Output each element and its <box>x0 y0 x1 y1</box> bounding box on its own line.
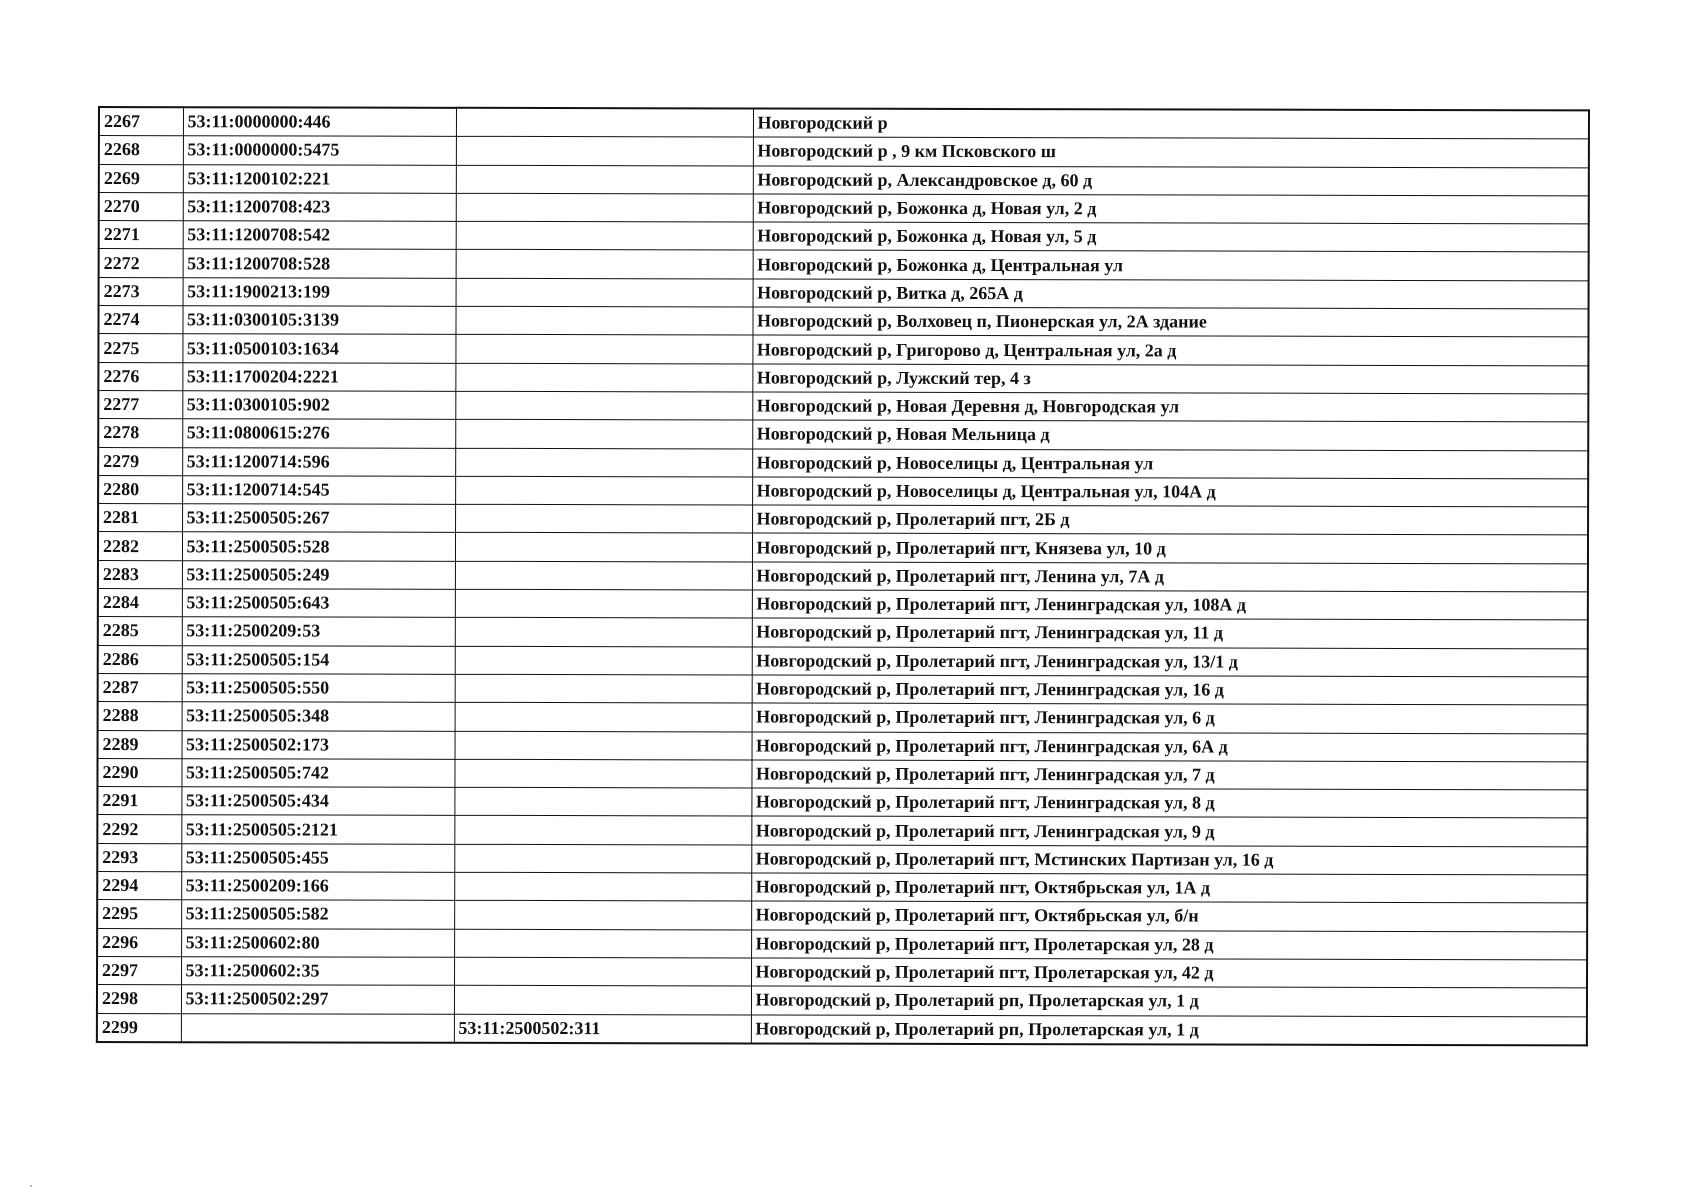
address-cell: Новгородский р, Пролетарий пгт, Ленинградская ул, 11 д <box>752 618 1588 648</box>
table-row <box>97 787 1587 819</box>
address-cell: Новгородский р, Григорово д, Центральная ул, 2а д <box>752 335 1588 365</box>
address-cell: Новгородский р, Пролетарий пгт, Ленинградская ул, 6 д <box>752 703 1588 733</box>
row-number-cell: 2279 <box>98 447 182 475</box>
row-number-cell: 2268 <box>99 136 183 164</box>
address-cell: Новгородский р, Пролетарий пгт, Октябрьская ул, б/н <box>751 901 1587 931</box>
cadastral-number-cell: 53:11:2500602:80 <box>181 928 454 957</box>
table-row <box>97 843 1587 875</box>
address-cell: Новгородский р, Пролетарий пгт, Мстинских Партизан ул, 16 д <box>751 845 1587 875</box>
row-number-cell: 2278 <box>98 419 182 447</box>
cadastral-number-cell: 53:11:1200714:596 <box>182 447 455 476</box>
row-number-cell: 2290 <box>97 758 181 786</box>
table-row <box>99 249 1589 281</box>
row-number-cell: 2298 <box>97 985 181 1013</box>
additional-number-cell <box>455 420 752 449</box>
address-cell: Новгородский р, Божонка д, Новая ул, 5 д <box>753 222 1589 252</box>
row-number-cell: 2282 <box>98 532 182 560</box>
row-number-cell: 2295 <box>97 900 181 928</box>
address-cell: Новгородский р, Пролетарий пгт, Ленинградская ул, 9 д <box>751 816 1587 846</box>
additional-number-cell <box>455 646 752 675</box>
address-cell: Новгородский р, Пролетарий пгт, Ленинградская ул, 16 д <box>752 675 1588 705</box>
additional-number-cell <box>455 618 752 647</box>
cadastral-number-cell: 53:11:2500502:173 <box>182 730 455 759</box>
row-number-cell: 2274 <box>98 306 182 334</box>
table-row <box>99 192 1589 224</box>
additional-number-cell <box>455 674 752 703</box>
row-number-cell: 2272 <box>99 249 183 277</box>
address-cell: Новгородский р, Пролетарий пгт, Ленинградская ул, 7 д <box>751 760 1587 790</box>
table-row <box>99 107 1589 139</box>
additional-number-cell <box>456 108 753 137</box>
additional-number-cell <box>456 278 753 307</box>
address-cell: Новгородский р, Пролетарий рп, Пролетарская ул, 1 д <box>751 1014 1587 1045</box>
row-number-cell: 2275 <box>98 334 182 362</box>
cadastral-number-cell: 53:11:1200708:423 <box>183 193 456 222</box>
cadastral-number-cell: 53:11:2500505:550 <box>182 674 455 703</box>
row-number-cell: 2291 <box>97 787 181 815</box>
table-row <box>99 277 1589 309</box>
cadastral-number-cell <box>181 1013 454 1042</box>
registry-table-body <box>97 107 1589 1045</box>
additional-number-cell <box>454 872 751 901</box>
row-number-cell: 2276 <box>98 362 182 390</box>
additional-number-cell <box>454 957 751 986</box>
row-number-cell: 2281 <box>98 504 182 532</box>
address-cell: Новгородский р, Александровское д, 60 д <box>753 166 1589 196</box>
additional-number-cell <box>455 363 752 392</box>
scan-speck <box>30 1185 32 1187</box>
table-row <box>97 815 1587 847</box>
cadastral-number-cell: 53:11:2500505:455 <box>181 843 454 872</box>
cadastral-number-cell: 53:11:1200714:545 <box>182 476 455 505</box>
table-row <box>98 475 1588 507</box>
additional-number-cell <box>454 759 751 788</box>
table-row <box>97 758 1587 790</box>
additional-number-cell <box>454 986 751 1015</box>
additional-number-cell <box>455 533 752 562</box>
table-row <box>98 673 1588 705</box>
address-cell: Новгородский р, Пролетарий пгт, Пролетарская ул, 42 д <box>751 958 1587 988</box>
table-row <box>97 900 1587 932</box>
address-cell: Новгородский р, Новоселицы д, Центральная ул, 104А д <box>752 477 1588 507</box>
cadastral-number-cell: 53:11:0000000:446 <box>183 107 456 136</box>
additional-number-cell <box>455 335 752 364</box>
table-row <box>97 872 1587 904</box>
cadastral-number-cell: 53:11:2500505:582 <box>181 900 454 929</box>
table-row <box>98 390 1588 422</box>
table-row <box>98 504 1588 536</box>
cadastral-number-cell: 53:11:2500505:249 <box>182 560 455 589</box>
address-cell: Новгородский р, Божонка д, Центральная ул <box>753 250 1589 280</box>
address-cell: Новгородский р, Новоселицы д, Центральная ул <box>752 449 1588 479</box>
additional-number-cell <box>455 589 752 618</box>
table-row <box>98 447 1588 479</box>
additional-number-cell <box>454 816 751 845</box>
row-number-cell: 2296 <box>97 928 181 956</box>
row-number-cell: 2267 <box>99 107 183 136</box>
table-row <box>97 956 1587 988</box>
cadastral-number-cell: 53:11:0300105:902 <box>182 391 455 420</box>
additional-number-cell <box>455 391 752 420</box>
row-number-cell: 2289 <box>98 730 182 758</box>
row-number-cell: 2280 <box>98 475 182 503</box>
row-number-cell: 2283 <box>98 560 182 588</box>
additional-number-cell <box>455 561 752 590</box>
table-row <box>98 334 1588 366</box>
table-row <box>97 985 1587 1017</box>
table-row <box>98 589 1588 621</box>
additional-number-cell <box>454 844 751 873</box>
cadastral-number-cell: 53:11:0000000:5475 <box>183 136 456 165</box>
row-number-cell: 2297 <box>97 956 181 984</box>
address-cell: Новгородский р, Пролетарий пгт, Ленинградская ул, 108А д <box>752 590 1588 620</box>
row-number-cell: 2288 <box>98 702 182 730</box>
additional-number-cell: 53:11:2500502:311 <box>454 1014 751 1043</box>
cadastral-number-cell: 53:11:1200708:528 <box>183 249 456 278</box>
cadastral-number-cell: 53:11:0800615:276 <box>182 419 455 448</box>
address-cell: Новгородский р , 9 км Псковского ш <box>753 137 1589 167</box>
additional-number-cell <box>456 221 753 250</box>
table-row <box>98 419 1588 451</box>
cadastral-number-cell: 53:11:1900213:199 <box>183 277 456 306</box>
table-row <box>98 645 1588 677</box>
address-cell: Новгородский р, Пролетарий пгт, Ленина ул, 7А д <box>752 562 1588 592</box>
table-row <box>99 164 1589 196</box>
cadastral-number-cell: 53:11:2500505:528 <box>182 532 455 561</box>
cadastral-number-cell: 53:11:2500505:742 <box>181 759 454 788</box>
cadastral-number-cell: 53:11:2500602:35 <box>181 957 454 986</box>
additional-number-cell <box>455 306 752 335</box>
table-row <box>98 702 1588 734</box>
row-number-cell: 2284 <box>98 589 182 617</box>
address-cell: Новгородский р, Лужский тер, 4 з <box>752 364 1588 394</box>
additional-number-cell <box>456 165 753 194</box>
cadastral-number-cell: 53:11:1200708:542 <box>183 221 456 250</box>
row-number-cell: 2287 <box>98 673 182 701</box>
address-cell: Новгородский р, Пролетарий пгт, Пролетарская ул, 28 д <box>751 930 1587 960</box>
row-number-cell: 2299 <box>97 1013 181 1042</box>
additional-number-cell <box>455 476 752 505</box>
cadastral-number-cell: 53:11:2500505:643 <box>182 589 455 618</box>
row-number-cell: 2277 <box>98 390 182 418</box>
additional-number-cell <box>455 448 752 477</box>
cadastral-number-cell: 53:11:2500209:53 <box>182 617 455 646</box>
address-cell: Новгородский р <box>753 108 1589 139</box>
table-row <box>98 560 1588 592</box>
additional-number-cell <box>456 193 753 222</box>
row-number-cell: 2273 <box>99 277 183 305</box>
additional-number-cell <box>454 787 751 816</box>
table-row <box>98 532 1588 564</box>
address-cell: Новгородский р, Новая Мельница д <box>752 420 1588 450</box>
table-row <box>97 1013 1587 1045</box>
row-number-cell: 2292 <box>97 815 181 843</box>
cadastral-number-cell: 53:11:2500502:297 <box>181 985 454 1014</box>
address-cell: Новгородский р, Витка д, 265А д <box>753 279 1589 309</box>
address-cell: Новгородский р, Волховец п, Пионерская ул, 2А здание <box>752 307 1588 337</box>
row-number-cell: 2285 <box>98 617 182 645</box>
row-number-cell: 2270 <box>99 192 183 220</box>
address-cell: Новгородский р, Пролетарий пгт, Князева ул, 10 д <box>752 533 1588 563</box>
additional-number-cell <box>455 504 752 533</box>
cadastral-number-cell: 53:11:2500505:348 <box>182 702 455 731</box>
table-row <box>98 730 1588 762</box>
cadastral-number-cell: 53:11:2500505:434 <box>181 787 454 816</box>
table-row <box>98 362 1588 394</box>
additional-number-cell <box>455 731 752 760</box>
additional-number-cell <box>455 703 752 732</box>
address-cell: Новгородский р, Пролетарий пгт, Ленинградская ул, 8 д <box>751 788 1587 818</box>
cadastral-number-cell: 53:11:1200102:221 <box>183 164 456 193</box>
table-row <box>99 221 1589 253</box>
address-cell: Новгородский р, Пролетарий пгт, Ленинградская ул, 6А д <box>752 732 1588 762</box>
address-cell: Новгородский р, Пролетарий пгт, Ленинградская ул, 13/1 д <box>752 647 1588 677</box>
address-cell: Новгородский р, Новая Деревня д, Новгородская ул <box>752 392 1588 422</box>
additional-number-cell <box>456 137 753 166</box>
table-row <box>98 617 1588 649</box>
cadastral-number-cell: 53:11:0300105:3139 <box>182 306 455 335</box>
table-row <box>97 928 1587 960</box>
cadastral-number-cell: 53:11:2500209:166 <box>181 872 454 901</box>
address-cell: Новгородский р, Пролетарий пгт, Октябрьская ул, 1А д <box>751 873 1587 903</box>
row-number-cell: 2294 <box>97 872 181 900</box>
cadastral-number-cell: 53:11:0500103:1634 <box>182 334 455 363</box>
address-cell: Новгородский р, Пролетарий рп, Пролетарская ул, 1 д <box>751 986 1587 1016</box>
additional-number-cell <box>454 929 751 958</box>
cadastral-number-cell: 53:11:2500505:154 <box>182 645 455 674</box>
cadastral-number-cell: 53:11:1700204:2221 <box>182 362 455 391</box>
table-row <box>98 306 1588 338</box>
row-number-cell: 2269 <box>99 164 183 192</box>
row-number-cell: 2271 <box>99 221 183 249</box>
cadastral-number-cell: 53:11:2500505:267 <box>182 504 455 533</box>
registry-table <box>96 106 1590 1046</box>
address-cell: Новгородский р, Божонка д, Новая ул, 2 д <box>753 194 1589 224</box>
additional-number-cell <box>456 250 753 279</box>
table-row <box>99 136 1589 168</box>
row-number-cell: 2286 <box>98 645 182 673</box>
additional-number-cell <box>454 901 751 930</box>
address-cell: Новгородский р, Пролетарий пгт, 2Б д <box>752 505 1588 535</box>
row-number-cell: 2293 <box>97 843 181 871</box>
cadastral-number-cell: 53:11:2500505:2121 <box>181 815 454 844</box>
